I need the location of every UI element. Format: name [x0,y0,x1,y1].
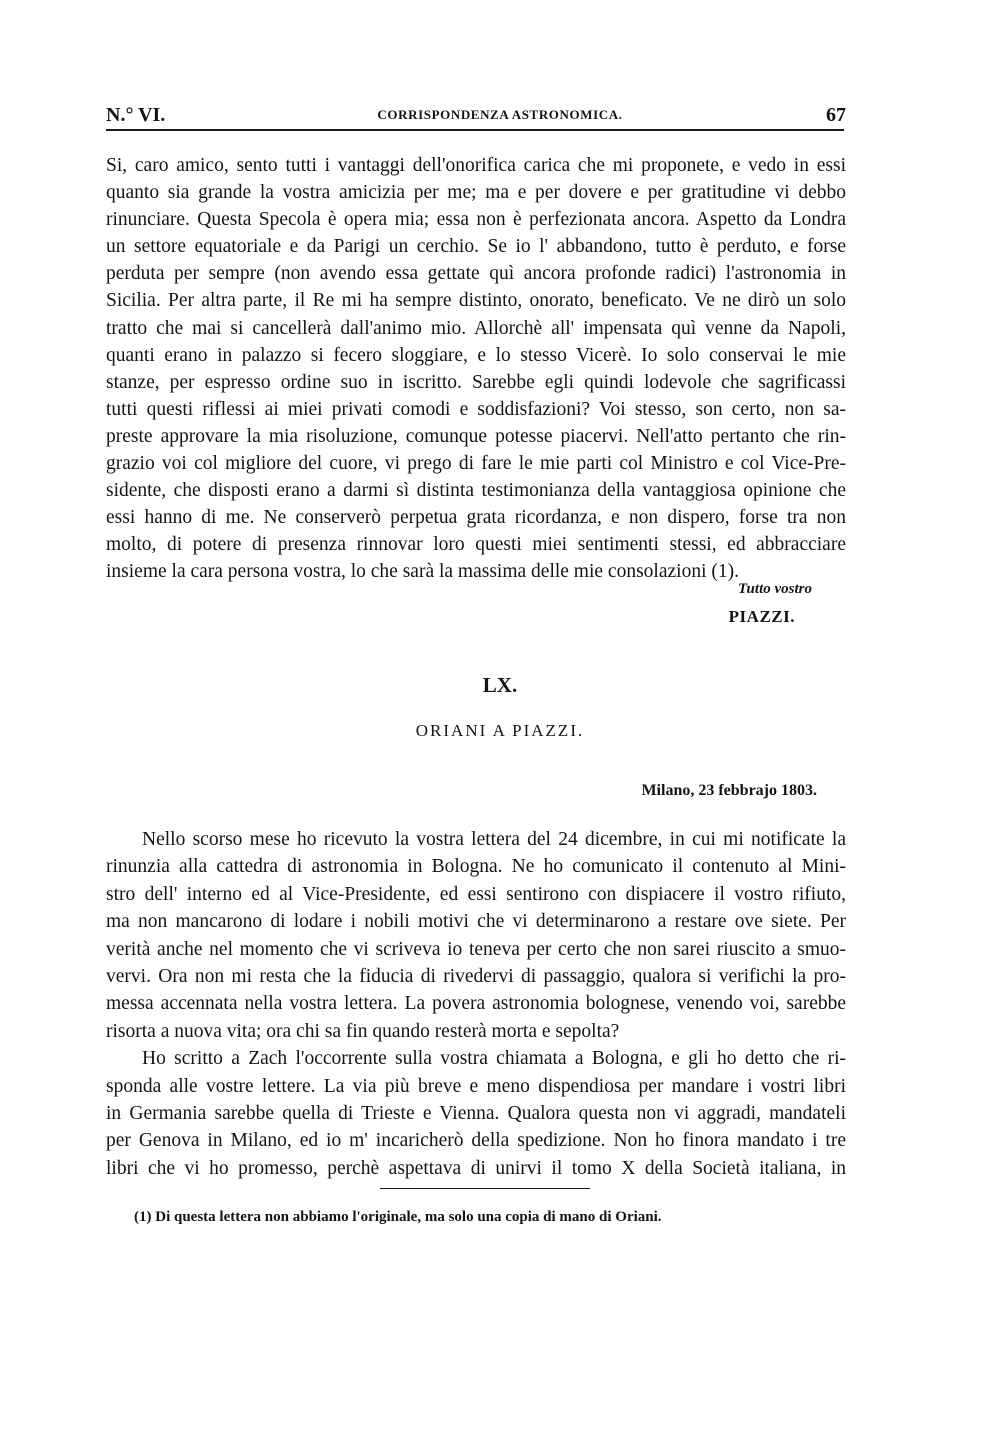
text-line: Ho scritto a Zach l'occorrente sulla vostra chiamata a Bologna, e gli ho detto che ri- [142,1048,846,1070]
letter-number: LX. [482,673,518,697]
text-line: grazio voi col migliore del cuore, vi prego di fare le mie parti col Ministro e col Vice-Pre- [106,453,846,475]
running-head-number: N.° VI. [106,104,166,126]
text-line: sponda alle vostre lettere. La via più breve e meno dispendiosa per mandare i vostri libri [106,1075,846,1097]
text-line: quanti erano in palazzo si fecero sloggiare, e lo stesso Vicerè. Io solo conservai le mie [106,344,846,366]
text-line: ma non mancarono di lodare i nobili motivi che vi determinarono a restare ove siete. Per [106,911,846,933]
dateline: Milano, 23 febbrajo 1803. [641,782,817,799]
text-line: stro dell' interno ed al Vice-Presidente, ed essi sentirono con dispiacere il vostro rifiuto, [106,883,846,905]
text-line: vervi. Ora non mi resta che la fiducia di rivedervi di passaggio, qualora si verifichi la pro- [106,966,846,988]
text-line: tutti questi riflessi ai miei privati comodi e soddisfazioni? Voi stesso, son certo, non sa- [106,398,846,420]
text-line: quanto sia grande la vostra amicizia per me; ma e per dovere e per gratitudine vi debbo [106,182,846,204]
text-line: molto, di potere di presenza rinnovar loro questi miei sentimenti stessi, ed abbracciare [106,534,846,556]
text-line: verità anche nel momento che vi scriveva io teneva per certo che non sarei riuscito a smuo- [106,938,846,960]
text-line: sidente, che disposti erano a darmi sì distinta testimonianza della vantaggiosa opinione che [106,480,846,502]
text-line: rinunciare. Questa Specola è opera mia; essa non è perfezionata ancora. Aspetto da Londra [106,209,846,231]
text-line: in Germania sarebbe quella di Trieste e Vienna. Qualora questa non vi aggradi, mandateli [106,1103,846,1125]
text-line: per Genova in Milano, ed io m' incaricherò della spedizione. Non ho finora mandato i tre [106,1130,846,1152]
text-line: perduta per sempre (non avendo essa gettate quì ancora profonde radici) l'astronomia in [106,263,846,285]
header-rule [106,129,844,131]
footnote-rule [380,1188,590,1189]
footnote: (1) Di questa lettera non abbiamo l'originale, ma solo una copia di mano di Oriani. [134,1209,662,1225]
text-line: rinunzia alla cattedra di astronomia in Bologna. Ne ho comunicato il contenuto al Mini- [106,856,846,878]
closing-salutation: Tutto vostro [737,581,812,597]
text-line: Nello scorso mese ho ricevuto la vostra lettera del 24 dicembre, in cui mi notificate la [142,829,846,850]
page-number: 67 [826,104,846,126]
text-line: un settore equatoriale e da Parigi un cerchio. Se io l' abbandono, tutto è perduto, e forse [106,236,846,258]
text-line: Sicilia. Per altra parte, il Re mi ha sempre distinto, onorato, beneficato. Ve ne dirò un solo [106,290,846,312]
signature: PIAZZI. [728,607,795,626]
text-line: insieme la cara persona vostra, lo che sarà la massima delle mie consolazioni (1). [106,561,739,583]
text-line: Si, caro amico, sento tutti i vantaggi dell'onorifica carica che mi proponete, e vedo in essi [106,155,846,176]
text-line: libri che vi ho promesso, perchè aspettava di unirvi il tomo X della Società italiana, in [106,1157,846,1179]
text-line: messa accennata nella vostra lettera. La povera astronomia bolognese, venendo voi, sarebbe [106,993,846,1015]
letter-title: ORIANI A PIAZZI. [415,721,585,740]
letter-piazzi-body [106,152,846,586]
running-head-title: CORRISPONDENZA ASTRONOMICA. [377,107,623,122]
text-line: preste approvare la mia risoluzione, comunque potesse piacervi. Nell'atto pertanto che rin- [106,425,846,447]
text-line: stanze, per espresso ordine suo in iscritto. Sarebbe egli quindi lodevole che sagrificassi [106,371,846,393]
text-line: tratto che mai si cancellerà dall'animo mio. Allorchè all' impensata quì venne da Napoli, [106,317,846,339]
text-line: risorta a nuova vita; ora chi sa fin quando resterà morta e sepolta? [106,1020,620,1042]
text-line: essi hanno di me. Ne conserverò perpetua grata ricordanza, e non dispero, forse tra non [106,507,846,529]
letter-oriani-body [106,826,846,1182]
